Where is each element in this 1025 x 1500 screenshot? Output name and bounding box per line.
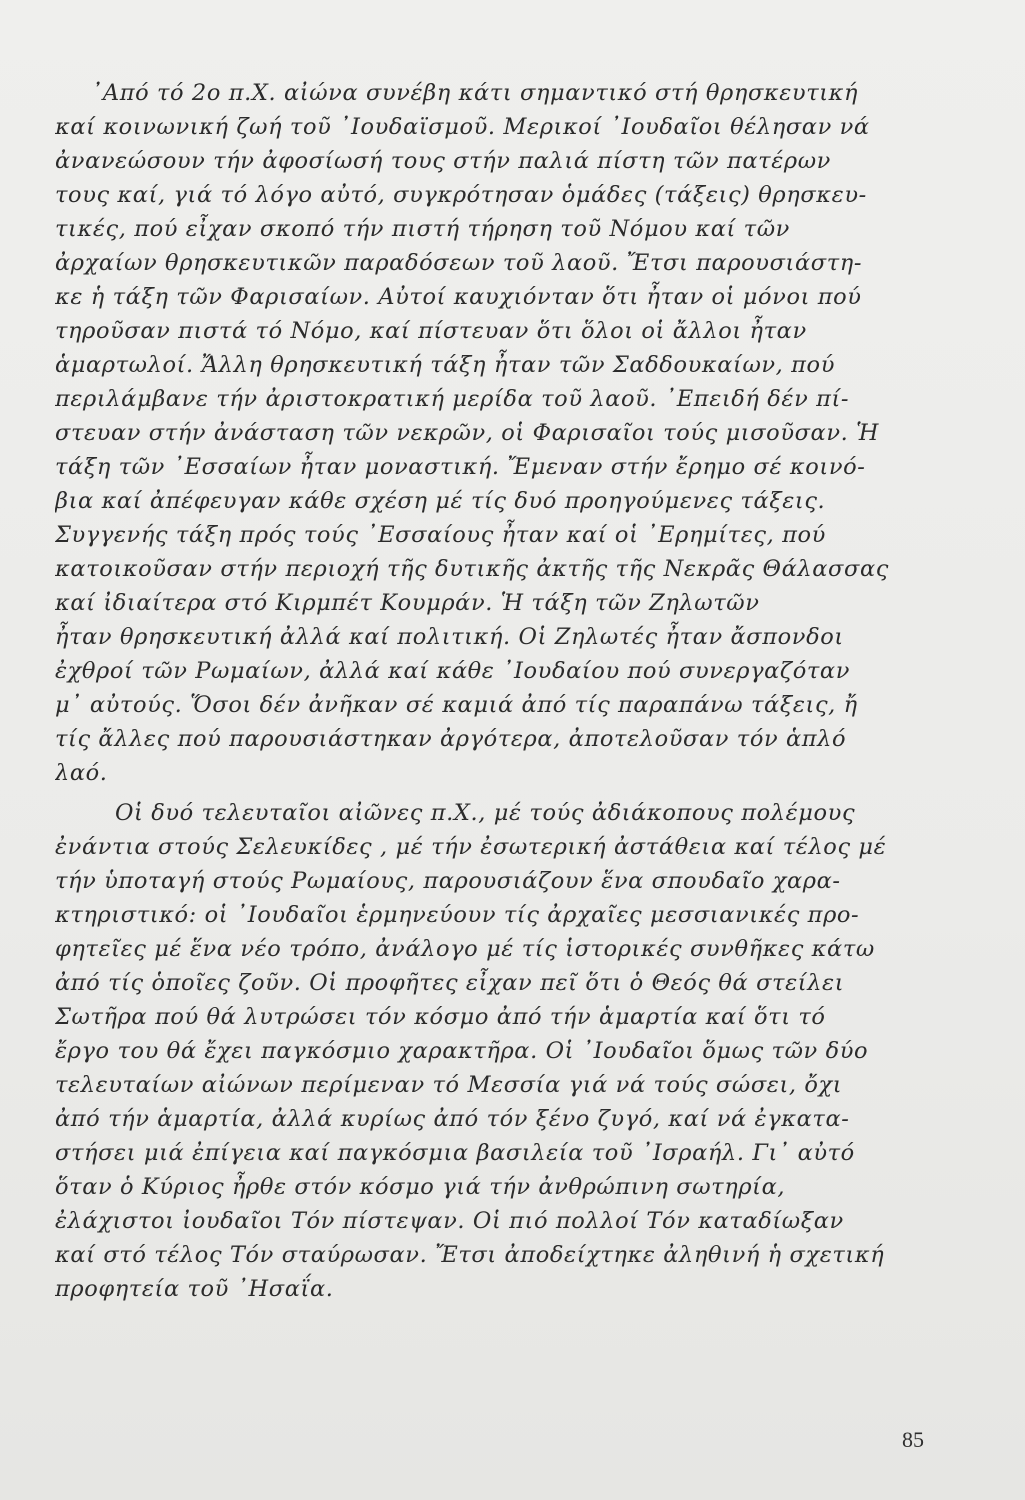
text-line: ἁμαρτωλοί. Ἄλλη θρησκευτική τάξη ἦταν τῶν Σαδδουκαίων, πού [55,352,835,378]
text-line: ἐνάντια στούς Σελευκίδες , μέ τήν ἐσωτερική ἀστάθεια καί τέλος μέ [55,834,887,860]
text-line: ἀπό τίς ὁποῖες ζοῦν. Οἱ προφῆτες εἶχαν πεῖ ὅτι ὁ Θεός θά στείλει [55,970,845,996]
body-text [55,76,925,1306]
text-line: ἐχθροί τῶν Ρωμαίων, ἀλλά καί κάθε ᾿Ιουδαίου πού συνεργαζόταν [55,658,850,684]
text-line: Σωτῆρα πού θά λυτρώσει τόν κόσμο ἀπό τήν ἁμαρτία καί ὅτι τό [55,1004,826,1030]
text-line: κε ἡ τάξη τῶν Φαρισαίων. Αὐτοί καυχιόνταν ὅτι ἦταν οἱ μόνοι πού [55,284,862,310]
text-line: στήσει μιά ἐπίγεια καί παγκόσμια βασιλεία τοῦ ᾿Ισραήλ. Γι᾿ αὐτό [55,1140,855,1166]
text-line: τίς ἄλλες πού παρουσιάστηκαν ἀργότερα, ἀποτελοῦσαν τόν ἁπλό [55,726,847,752]
text-line: κατοικοῦσαν στήν περιοχή τῆς δυτικῆς ἀκτῆς τῆς Νεκρᾶς Θάλασσας [55,556,889,582]
text-line: φητεῖες μέ ἕνα νέο τρόπο, ἀνάλογο μέ τίς ἱστορικές συνθῆκες κάτω [55,936,875,962]
text-line: καί κοινωνική ζωή τοῦ ᾿Ιουδαϊσμοῦ. Μερικοί ᾿Ιουδαῖοι θέλησαν νά [55,114,870,140]
text-line: λαό. [55,760,108,786]
text-line: καί στό τέλος Τόν σταύρωσαν. Ἔτσι ἀποδείχτηκε ἀληθινή ἡ σχετική [55,1242,885,1268]
text-line: κτηριστικό: οἱ ᾿Ιουδαῖοι ἑρμηνεύουν τίς ἀρχαῖες μεσσιανικές προ- [55,902,860,928]
text-line: περιλάμβανε τήν ἀριστοκρατική μερίδα τοῦ λαοῦ. ᾿Επειδή δέν πί- [55,386,850,412]
text-line: ὅταν ὁ Κύριος ἦρθε στόν κόσμο γιά τήν ἀνθρώπινη σωτηρία, [55,1174,786,1200]
text-line: βια καί ἀπέφευγαν κάθε σχέση μέ τίς δυό προηγούμενες τάξεις. [55,488,826,514]
text-line: τήν ὑποταγή στούς Ρωμαίους, παρουσιάζουν ἕνα σπουδαῖο χαρα- [55,868,841,894]
text-line: Οἱ δυό τελευταῖοι αἰῶνες π.Χ., μέ τούς ἀδιάκοπους πολέμους [115,800,856,826]
text-line: Συγγενής τάξη πρός τούς ᾿Εσσαίους ἦταν καί οἱ ᾿Ερημίτες, πού [55,522,826,548]
text-line: προφητεία τοῦ ᾿Ησαΐα. [55,1276,334,1302]
text-line: ᾿Από τό 2ο π.Χ. αἰώνα συνέβη κάτι σημαντικό στή θρησκευτική [91,80,859,106]
text-line: ἐλάχιστοι ἰουδαῖοι Τόν πίστεψαν. Οἱ πιό πολλοί Τόν καταδίωξαν [55,1208,844,1234]
text-line: μ᾿ αὐτούς. Ὅσοι δέν ἀνῆκαν σέ καμιά ἀπό τίς παραπάνω τάξεις, ἤ [55,692,858,718]
text-line: στευαν στήν ἀνάσταση τῶν νεκρῶν, οἱ Φαρισαῖοι τούς μισοῦσαν. Ἡ [55,420,880,446]
text-line: ἦταν θρησκευτική ἀλλά καί πολιτική. Οἱ Ζηλωτές ἦταν ἄσπονδοι [55,624,844,650]
text-line: τικές, πού εἶχαν σκοπό τήν πιστή τήρηση τοῦ Νόμου καί τῶν [55,216,790,242]
text-line: τελευταίων αἰώνων περίμεναν τό Μεσσία γιά νά τούς σώσει, ὄχι [55,1072,843,1098]
text-line: καί ἰδιαίτερα στό Κιρμπέτ Κουμράν. Ἡ τάξη τῶν Ζηλωτῶν [55,590,760,616]
text-line: ἔργο του θά ἔχει παγκόσμιο χαρακτῆρα. Οἱ ᾿Ιουδαῖοι ὅμως τῶν δύο [55,1038,869,1064]
page-number: 85 [902,1427,924,1452]
text-line: ἀπό τήν ἁμαρτία, ἀλλά κυρίως ἀπό τόν ξένο ζυγό, καί νά ἐγκατα- [55,1106,850,1132]
text-line: ἀρχαίων θρησκευτικῶν παραδόσεων τοῦ λαοῦ. Ἔτσι παρουσιάστη- [55,250,863,276]
text-line: ἀνανεώσουν τήν ἀφοσίωσή τους στήν παλιά πίστη τῶν πατέρων [55,148,831,174]
text-line: τηροῦσαν πιστά τό Νόμο, καί πίστευαν ὅτι ὅλοι οἱ ἄλλοι ἦταν [55,318,807,344]
text-line: τάξη τῶν ᾿Εσσαίων ἦταν μοναστική. Ἔμεναν στήν ἔρημο σέ κοινό- [55,454,866,480]
text-line: τους καί, γιά τό λόγο αὐτό, συγκρότησαν ὁμάδες (τάξεις) θρησκευ- [55,182,867,208]
